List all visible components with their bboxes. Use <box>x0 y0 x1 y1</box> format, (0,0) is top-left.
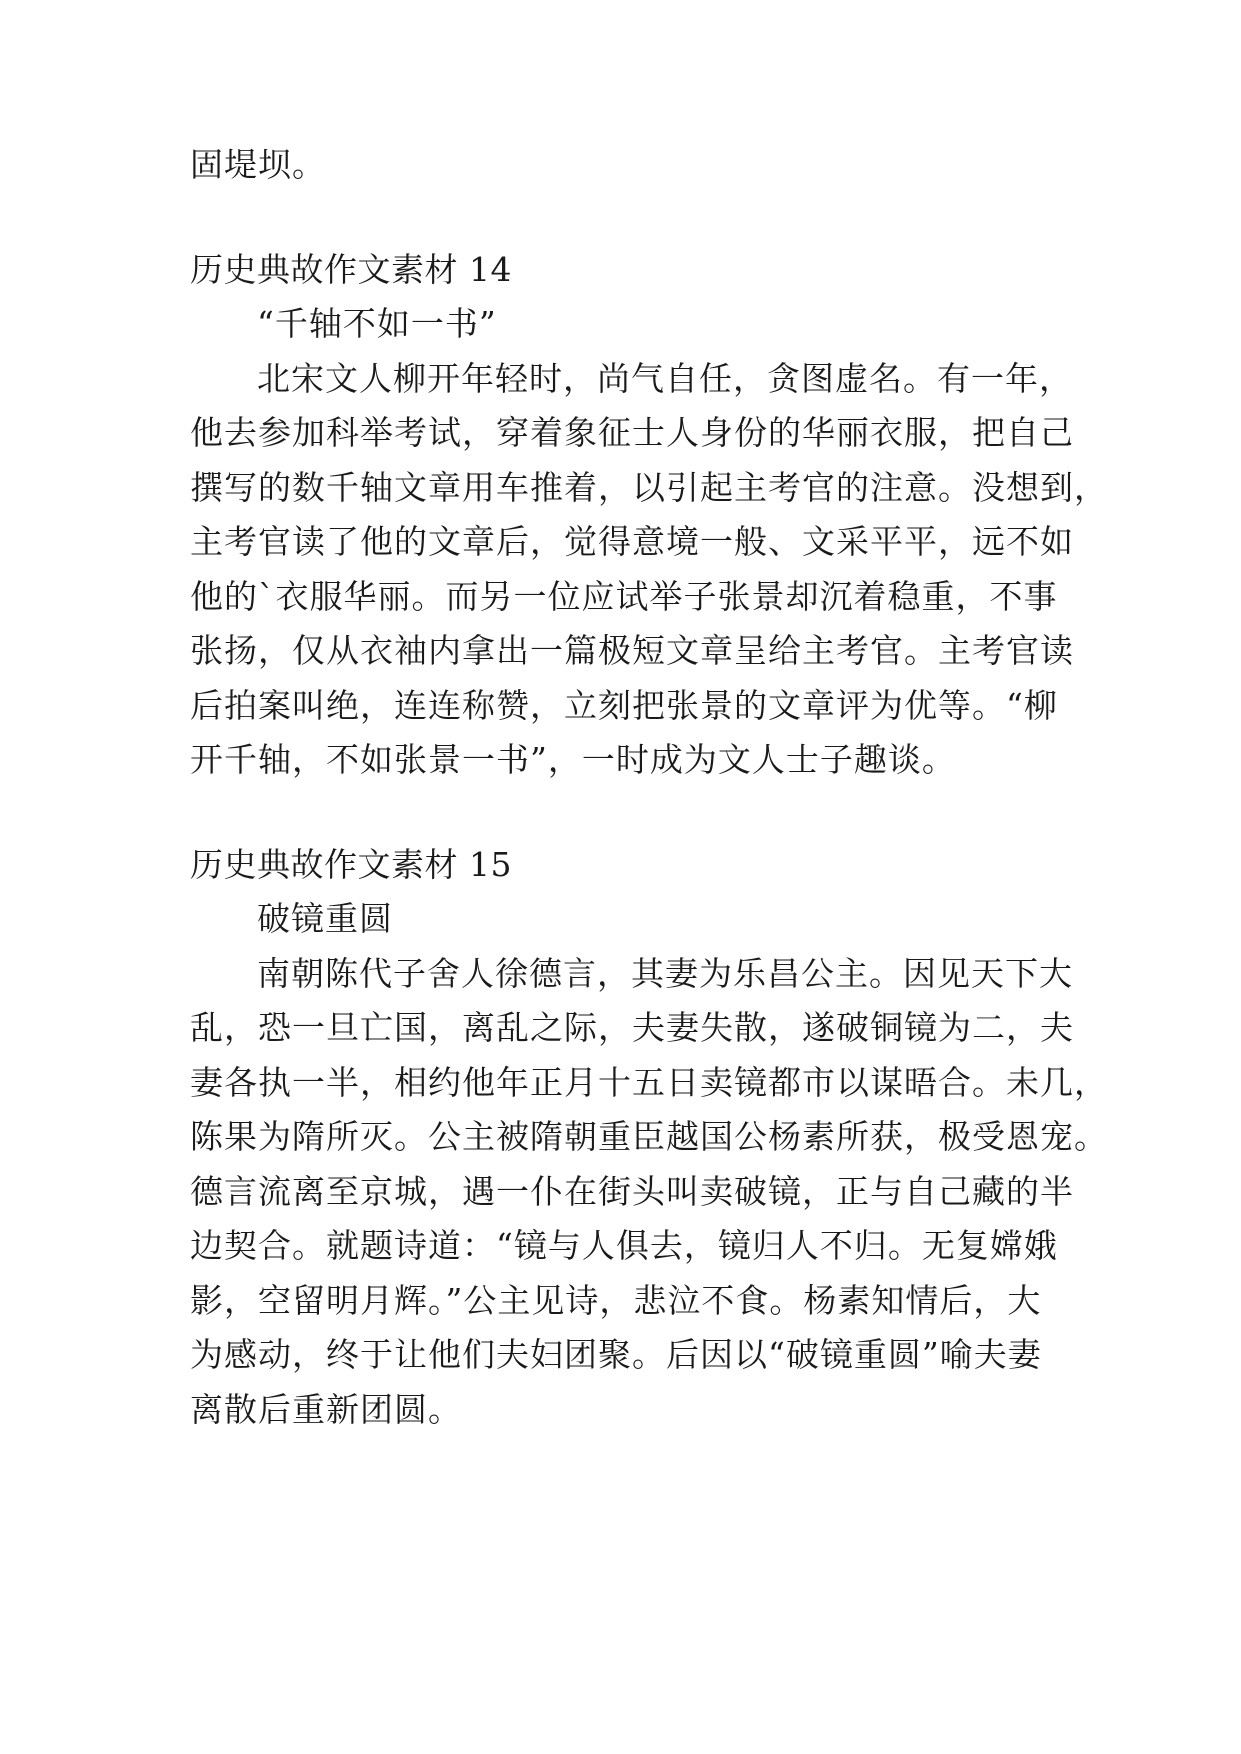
story-14-line: 撰写的数千轴文章用车推着，以引起主考官的注意。没想到， <box>190 468 1108 507</box>
story-15-line: 边契合。就题诗道：“镜与人俱去，镜归人不归。无复嫦娥 <box>190 1226 1058 1265</box>
paragraph-continuation: 固堤坝。 <box>190 145 326 184</box>
story-15-line: 德言流离至京城，遇一仆在街头叫卖破镜，正与自己藏的半 <box>190 1172 1074 1211</box>
story-title-14: “千轴不如一书” <box>257 304 497 343</box>
story-15-line: 妻各执一半，相约他年正月十五日卖镜都市以谋晤合。未几， <box>190 1063 1108 1102</box>
story-14-line: 他的`衣服华丽。而另一位应试举子张景却沉着稳重，不事 <box>190 577 1058 616</box>
story-14-line: 后拍案叫绝，连连称赞，立刻把张景的文章评为优等。“柳 <box>190 686 1058 725</box>
story-15-line: 南朝陈代子舍人徐德言，其妻为乐昌公主。因见天下大 <box>257 954 1073 993</box>
story-15-line: 离散后重新团圆。 <box>190 1390 462 1429</box>
section-heading-14: 历史典故作文素材 14 <box>190 250 512 289</box>
story-title-15: 破镜重圆 <box>257 899 393 938</box>
story-15-line: 影，空留明月辉。”公主见诗，悲泣不食。杨素知情后，大 <box>190 1281 1042 1320</box>
story-14-line: 开千轴，不如张景一书”，一时成为文人士子趣谈。 <box>190 740 956 779</box>
story-15-line: 乱，恐一旦亡国，离乱之际，夫妻失散，遂破铜镜为二，夫 <box>190 1008 1074 1047</box>
section-heading-15: 历史典故作文素材 15 <box>190 845 512 884</box>
story-14-line: 主考官读了他的文章后，觉得意境一般、文采平平，远不如 <box>190 522 1074 561</box>
story-15-line: 陈果为隋所灭。公主被隋朝重臣越国公杨素所获，极受恩宠。 <box>190 1117 1108 1156</box>
story-15-line: 为感动，终于让他们夫妇团聚。后因以“破镜重圆”喻夫妻 <box>190 1335 1042 1374</box>
story-14-line: 北宋文人柳开年轻时，尚气自任，贪图虚名。有一年， <box>257 359 1073 398</box>
story-14-line: 张扬，仅从衣袖内拿出一篇极短文章呈给主考官。主考官读 <box>190 631 1074 670</box>
story-14-line: 他去参加科举考试，穿着象征士人身份的华丽衣服，把自己 <box>190 413 1074 452</box>
